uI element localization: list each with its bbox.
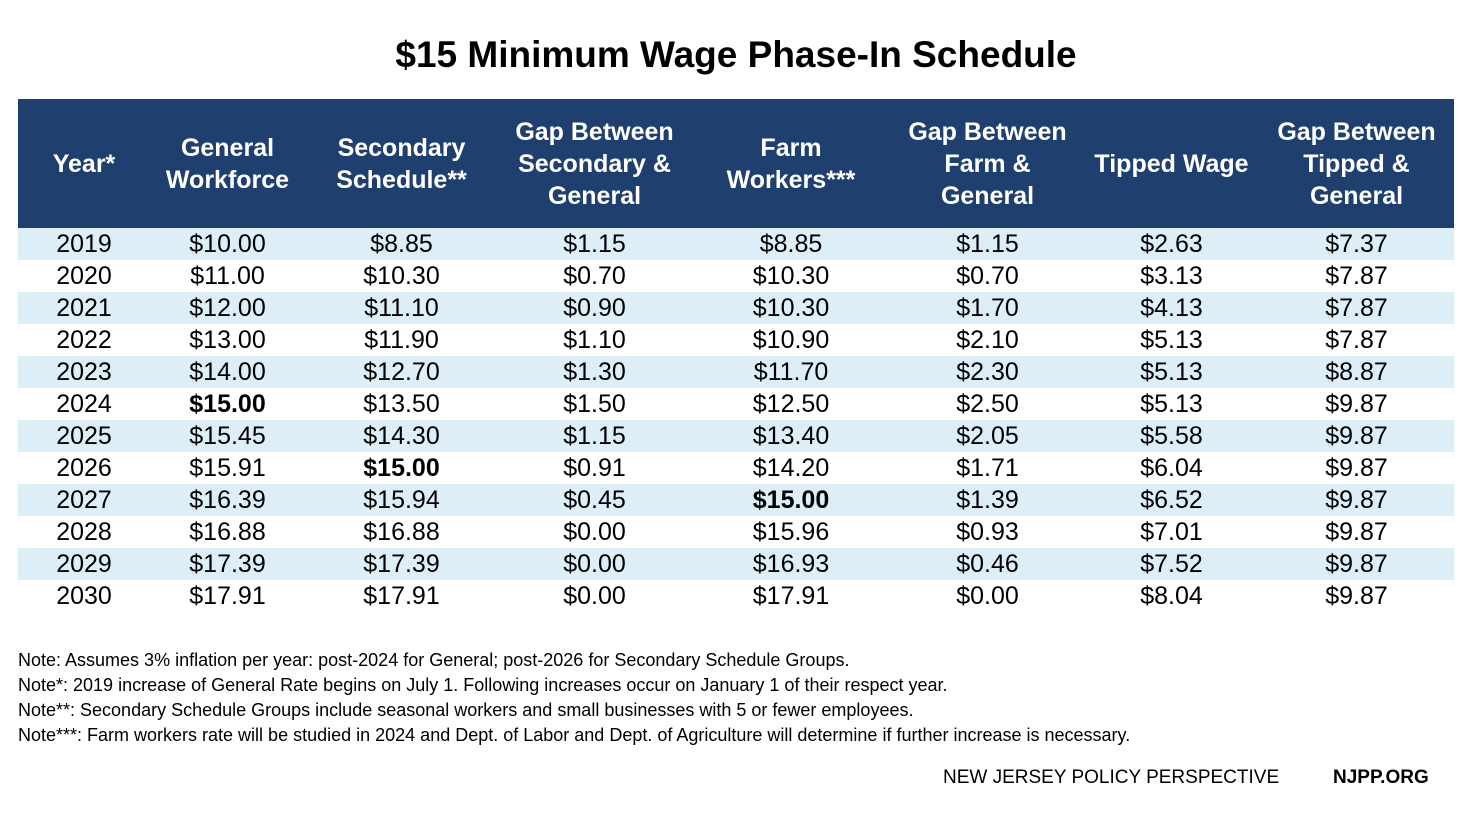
cell-secondary: $14.30: [305, 420, 498, 452]
note-inflation: Note: Assumes 3% inflation per year: post-2024 for General; post-2026 for Secondary Schedule Groups.: [18, 650, 850, 670]
cell-year: 2026: [56, 454, 112, 482]
cell-general: $10.00: [150, 228, 305, 260]
cell-gap-farm: $0.93: [956, 518, 1019, 546]
cell-gap-secondary: $0.45: [498, 484, 691, 516]
header-gap-tipped: Gap Between Tipped & General: [1259, 99, 1454, 228]
wage-schedule-table-container: [18, 99, 1454, 612]
cell-gap-tipped: $9.87: [1325, 518, 1388, 546]
footer-organization: NEW JERSEY POLICY PERSPECTIVE: [943, 767, 1280, 788]
cell-farm: $16.93: [691, 548, 891, 580]
cell-secondary: $10.30: [363, 262, 440, 290]
header-secondary: Secondary Schedule**: [305, 99, 498, 228]
header-gap-secondary: Gap Between Secondary & General: [498, 99, 691, 228]
cell-general: $16.88: [189, 518, 266, 546]
note-secondary: Note**: Secondary Schedule Groups include seasonal workers and small businesses with 5 or fewer employees.: [18, 700, 914, 720]
header-row: [18, 99, 1454, 228]
cell-secondary: $16.88: [363, 518, 440, 546]
cell-gap-secondary: $0.00: [498, 548, 691, 580]
cell-gap-farm: $2.05: [891, 420, 1084, 452]
cell-gap-secondary: $0.00: [563, 582, 626, 610]
cell-gap-secondary: $1.30: [498, 356, 691, 388]
cell-tipped: $7.52: [1084, 548, 1259, 580]
cell-tipped: $2.63: [1084, 228, 1259, 260]
cell-tipped: $5.58: [1084, 420, 1259, 452]
cell-gap-secondary: $1.15: [498, 420, 691, 452]
cell-secondary: $8.85: [305, 228, 498, 260]
cell-tipped: $6.04: [1140, 454, 1203, 482]
cell-tipped: $8.04: [1140, 582, 1203, 610]
cell-general: $15.45: [150, 420, 305, 452]
cell-gap-farm: $2.50: [956, 390, 1019, 418]
table-row: [18, 356, 1454, 388]
cell-year: 2024: [56, 390, 112, 418]
cell-gap-secondary: $0.00: [563, 518, 626, 546]
header-year: Year*: [18, 99, 150, 228]
cell-gap-farm: $1.39: [891, 484, 1084, 516]
header-general: General Workforce: [150, 99, 305, 228]
cell-gap-tipped: $9.87: [1259, 484, 1454, 516]
cell-general: $15.91: [189, 454, 266, 482]
header-farm: Farm Workers***: [691, 99, 891, 228]
cell-secondary: $17.91: [363, 582, 440, 610]
table-row: [18, 516, 1454, 548]
table-row: [18, 420, 1454, 452]
cell-gap-farm: $2.30: [891, 356, 1084, 388]
cell-tipped: $5.13: [1084, 356, 1259, 388]
cell-year: 2025: [18, 420, 150, 452]
cell-gap-tipped: $7.37: [1259, 228, 1454, 260]
cell-secondary: $13.50: [363, 390, 440, 418]
cell-gap-tipped: $9.87: [1325, 582, 1388, 610]
cell-secondary: $15.94: [305, 484, 498, 516]
cell-year: 2023: [18, 356, 150, 388]
table-row: [18, 388, 1454, 420]
cell-farm: $11.70: [691, 356, 891, 388]
cell-secondary: $12.70: [305, 356, 498, 388]
table-row: [18, 292, 1454, 324]
cell-tipped: $7.01: [1140, 518, 1203, 546]
header-tipped: Tipped Wage: [1084, 99, 1259, 228]
cell-general: $16.39: [150, 484, 305, 516]
cell-year: 2029: [18, 548, 150, 580]
cell-general: $13.00: [189, 326, 266, 354]
cell-gap-secondary: $1.10: [563, 326, 626, 354]
note-farm: Note***: Farm workers rate will be studied in 2024 and Dept. of Labor and Dept. of Agriculture will determine if further increase is necessary.: [18, 725, 1131, 745]
cell-year: 2021: [18, 292, 150, 324]
note-year: Note*: 2019 increase of General Rate begins on July 1. Following increases occur on January 1 of their respect year.: [18, 675, 948, 695]
cell-gap-farm: $0.00: [956, 582, 1019, 610]
cell-year: 2028: [56, 518, 112, 546]
cell-gap-secondary: $0.70: [563, 262, 626, 290]
cell-secondary: $15.00: [363, 454, 440, 482]
cell-year: 2022: [56, 326, 112, 354]
cell-farm: $17.91: [752, 582, 830, 610]
cell-farm: $10.90: [752, 326, 830, 354]
notes-section: [18, 648, 1454, 748]
cell-gap-tipped: $9.87: [1325, 390, 1388, 418]
header-gap-farm: Gap Between Farm & General: [891, 99, 1084, 228]
table-row: [18, 484, 1454, 516]
cell-general: $17.91: [189, 582, 266, 610]
table-header: [18, 99, 1454, 228]
cell-tipped: $6.52: [1084, 484, 1259, 516]
cell-gap-tipped: $7.87: [1325, 326, 1388, 354]
cell-farm: $15.96: [752, 518, 830, 546]
cell-gap-farm: $1.71: [956, 454, 1019, 482]
cell-year: 2019: [18, 228, 150, 260]
cell-gap-tipped: $8.87: [1259, 356, 1454, 388]
cell-general: $17.39: [150, 548, 305, 580]
cell-secondary: $17.39: [305, 548, 498, 580]
cell-farm: $10.30: [752, 262, 830, 290]
page-title: $15 Minimum Wage Phase-In Schedule: [395, 34, 1077, 75]
cell-year: 2020: [56, 262, 112, 290]
cell-gap-farm: $0.70: [956, 262, 1019, 290]
cell-farm: $13.40: [691, 420, 891, 452]
cell-gap-farm: $1.15: [891, 228, 1084, 260]
cell-gap-tipped: $7.87: [1325, 262, 1388, 290]
table-row: [18, 580, 1454, 612]
cell-general: $14.00: [150, 356, 305, 388]
cell-general: $11.00: [190, 262, 265, 290]
cell-gap-tipped: $7.87: [1259, 292, 1454, 324]
cell-farm: $8.85: [691, 228, 891, 260]
cell-gap-secondary: $0.90: [498, 292, 691, 324]
cell-gap-secondary: $0.91: [563, 454, 626, 482]
cell-gap-tipped: $9.87: [1259, 548, 1454, 580]
cell-year: 2030: [56, 582, 112, 610]
cell-tipped: $3.13: [1140, 262, 1203, 290]
table-row: [18, 324, 1454, 356]
table-row: [18, 228, 1454, 260]
cell-general: $15.00: [189, 390, 266, 418]
cell-tipped: $5.13: [1140, 326, 1203, 354]
cell-farm: $10.30: [691, 292, 891, 324]
cell-gap-farm: $0.46: [891, 548, 1084, 580]
cell-gap-secondary: $1.15: [498, 228, 691, 260]
cell-secondary: $11.10: [305, 292, 498, 324]
cell-gap-tipped: $9.87: [1259, 420, 1454, 452]
cell-secondary: $11.90: [364, 326, 439, 354]
cell-gap-secondary: $1.50: [563, 390, 626, 418]
cell-tipped: $5.13: [1140, 390, 1203, 418]
cell-general: $12.00: [150, 292, 305, 324]
cell-tipped: $4.13: [1084, 292, 1259, 324]
cell-gap-farm: $2.10: [956, 326, 1019, 354]
table-row: [18, 452, 1454, 484]
table-body: [18, 228, 1454, 612]
cell-farm: $14.20: [752, 454, 830, 482]
cell-gap-tipped: $9.87: [1325, 454, 1388, 482]
cell-farm: $15.00: [691, 484, 891, 516]
footer-website: NJPP.ORG: [1333, 767, 1429, 788]
cell-farm: $12.50: [752, 390, 830, 418]
cell-gap-farm: $1.70: [891, 292, 1084, 324]
cell-year: 2027: [18, 484, 150, 516]
wage-schedule-table: [18, 99, 1454, 612]
table-row: [18, 548, 1454, 580]
table-row: [18, 260, 1454, 292]
